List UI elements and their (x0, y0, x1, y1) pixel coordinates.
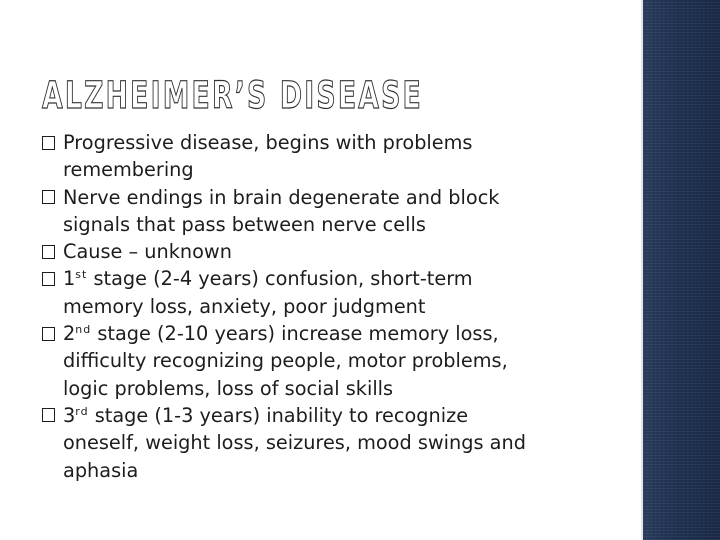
bullet-text: 1st stage (2-4 years) confusion, short-term memory loss, anxiety, poor judgment (63, 267, 473, 318)
decorative-side-band (641, 0, 720, 540)
bullet-item (42, 238, 612, 265)
bullet-box-icon (42, 245, 55, 259)
bullet-box-icon (42, 136, 55, 150)
slide-title (42, 71, 442, 115)
bullet-text: Cause – unknown (63, 240, 232, 264)
bullet-box-icon (42, 327, 55, 341)
bullet-box-icon (42, 190, 55, 204)
bullet-item (42, 265, 612, 320)
bullet-text: Progressive disease, begins with problems remembering (63, 131, 473, 182)
bullet-item (42, 320, 612, 402)
bullet-item (42, 402, 612, 484)
bullet-text: 2nd stage (2-10 years) increase memory loss, difficulty recognizing people, motor problems, logic problems, loss of social skills (63, 322, 508, 400)
side-band-edge (641, 0, 643, 540)
bullet-box-icon (42, 272, 55, 286)
bullet-item (42, 129, 612, 184)
bullet-item (42, 184, 612, 239)
bullet-box-icon (42, 408, 55, 422)
bullet-text: 3rd stage (1-3 years) inability to recognize oneself, weight loss, seizures, mood swings and aphasia (63, 403, 526, 482)
bullet-text: Nerve endings in brain degenerate and block signals that pass between nerve cells (63, 185, 500, 236)
slide-title-outline (42, 71, 442, 115)
slide-title-text: ALZHEIMER’S DISEASE (42, 74, 423, 117)
bullet-list (42, 129, 612, 484)
